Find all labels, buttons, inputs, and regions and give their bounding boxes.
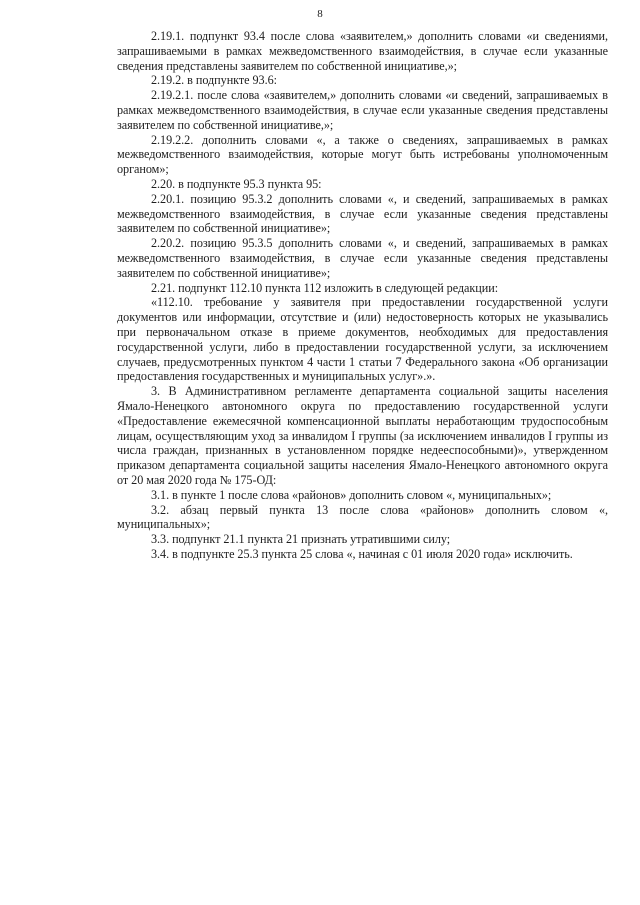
paragraph-3-1: 3.1. в пункте 1 после слова «районов» дополнить словом «, муниципальных»; [151,487,552,502]
paragraph-112-10: «112.10. требование у заявителя при предоставлении государственной услуги документов или информации, отсутствие и (или) недостоверность которых не указывались при первоначальном отказе в приеме документов, необходимых для предоставления государственной услуги, либо в предоставлении государственной услуги, за исключением случаев, предусмотренных пунктом 4 части 1 статьи 7 Федерального закона «Об организации предоставления государственных и муниципальных услуг».». [117,295,608,384]
paragraph-3-4: 3.4. в подпункте 25.3 пункта 25 слова «, начиная с 01 июля 2020 года» исключить. [151,546,573,561]
paragraph-2-19-2: 2.19.2. в подпункте 93.6: [151,73,277,88]
paragraph-2-19-2-1: 2.19.2.1. после слова «заявителем,» дополнить словами «и сведений, запрашиваемых в рамках межведомственного взаимодействия, в случае если указанные сведения представлены заявителем по собственной инициативе,»; [117,88,608,132]
paragraph-2-20-2: 2.20.2. позицию 95.3.5 дополнить словами «, и сведений, запрашиваемых в рамках межведомственного взаимодействия, в случае если указанные сведения представлены заявителем по собственной инициативе»; [117,236,608,280]
paragraph-2-20-1: 2.20.1. позицию 95.3.2 дополнить словами «, и сведений, запрашиваемых в рамках межведомственного взаимодействия, в случае если указанные сведения представлены заявителем по собственной инициативе»; [117,191,608,236]
paragraph-2-20: 2.20. в подпункте 95.3 пункта 95: [151,176,322,191]
paragraph-3-3: 3.3. подпункт 21.1 пункта 21 признать утратившими силу; [151,532,451,547]
page-number: 8 [317,8,323,20]
paragraph-3: 3. В Административном регламенте департамента социальной защиты населения Ямало-Ненецкого автономного округа по предоставлению государственной услуги «Предоставление ежемесячной компенсационной выплаты неработающим трудоспособным лицам, осуществляющим уход за инвалидом I группы (за исключением инвалидов I группы из числа граждан, признанных в установленном порядке недееспособными)», утвержденном приказом департамента социальной защиты населения Ямало-Ненецкого автономного округа от 20 мая 2020 года № 175-ОД: [117,384,608,487]
paragraph-2-19-2-2: 2.19.2.2. дополнить словами «, а также о сведениях, запрашиваемых в рамках межведомственного взаимодействия, которые могут быть истребованы уполномоченным органом»; [117,132,608,177]
paragraph-2-19-1: 2.19.1. подпункт 93.4 после слова «заявителем,» дополнить словами «и сведениями, запрашиваемыми в рамках межведомственного взаимодействия, в случае если указанные сведения представлены заявителем по собственной инициативе,»; [117,29,608,73]
paragraph-3-2: 3.2. абзац первый пункта 13 после слова «районов» дополнить словом «, муниципальных»; [117,502,608,532]
document-body [117,29,608,562]
paragraph-2-21: 2.21. подпункт 112.10 пункта 112 изложить в следующей редакции: [151,280,499,295]
